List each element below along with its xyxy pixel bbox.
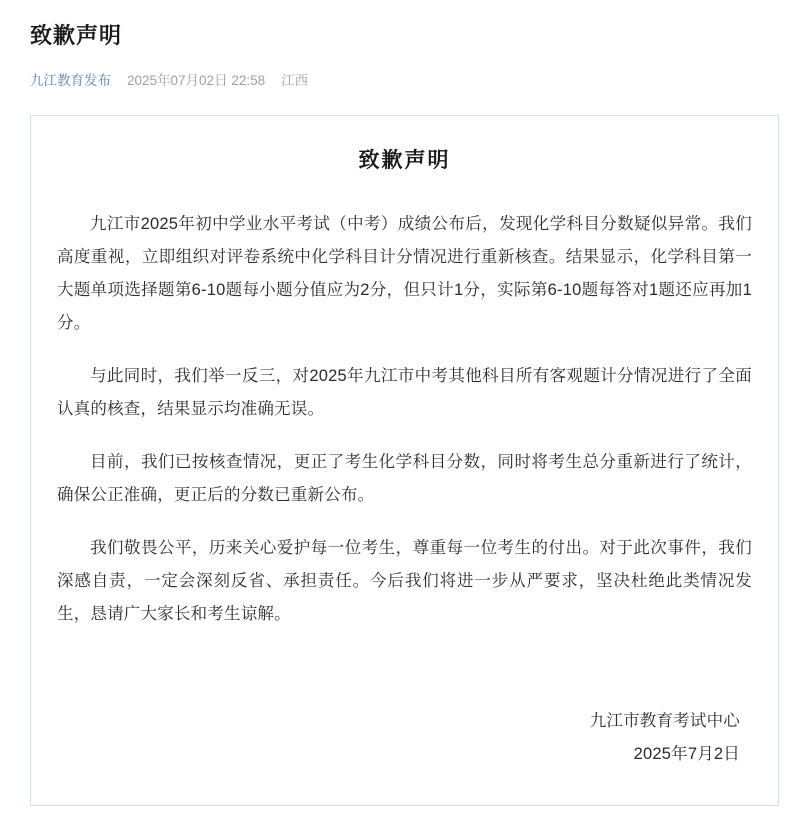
article-meta: [30, 69, 779, 89]
notice-paragraph: 与此同时，我们举一反三，对2025年九江市中考其他科目所有客观题计分情况进行了全面认真的核查，结果显示均准确无误。: [57, 366, 752, 418]
meta-timestamp: 2025年07月02日 22:58: [127, 72, 266, 88]
notice-card: [30, 115, 779, 806]
notice-signature: [57, 705, 752, 771]
page-title: 致歉声明: [30, 23, 123, 48]
meta-location: 江西: [281, 72, 309, 88]
signature-organization: 九江市教育考试中心: [589, 711, 740, 730]
notice-paragraph: 目前，我们已按核查情况，更正了考生化学科目分数，同时将考生总分重新进行了统计，确保公正准确，更正后的分数已重新公布。: [57, 452, 752, 504]
meta-source-link[interactable]: 九江教育发布: [30, 72, 111, 88]
notice-heading: 致歉声明: [358, 148, 451, 172]
notice-body: [57, 208, 752, 631]
signature-date: 2025年7月2日: [633, 744, 740, 763]
notice-paragraph: 我们敬畏公平，历来关心爱护每一位考生，尊重每一位考生的付出。对于此次事件，我们深感自责，一定会深刻反省、承担责任。今后我们将进一步从严要求，坚决杜绝此类情况发生，恳请广大家长和考生谅解。: [57, 538, 752, 623]
notice-paragraph: 九江市2025年初中学业水平考试（中考）成绩公布后，发现化学科目分数疑似异常。我们高度重视，立即组织对评卷系统中化学科目计分情况进行重新核查。结果显示，化学科目第一大题单项选择题第6-10题每小题分值应为2分，但只计1分，实际第6-10题每答对1题还应再加1分。: [57, 214, 752, 332]
